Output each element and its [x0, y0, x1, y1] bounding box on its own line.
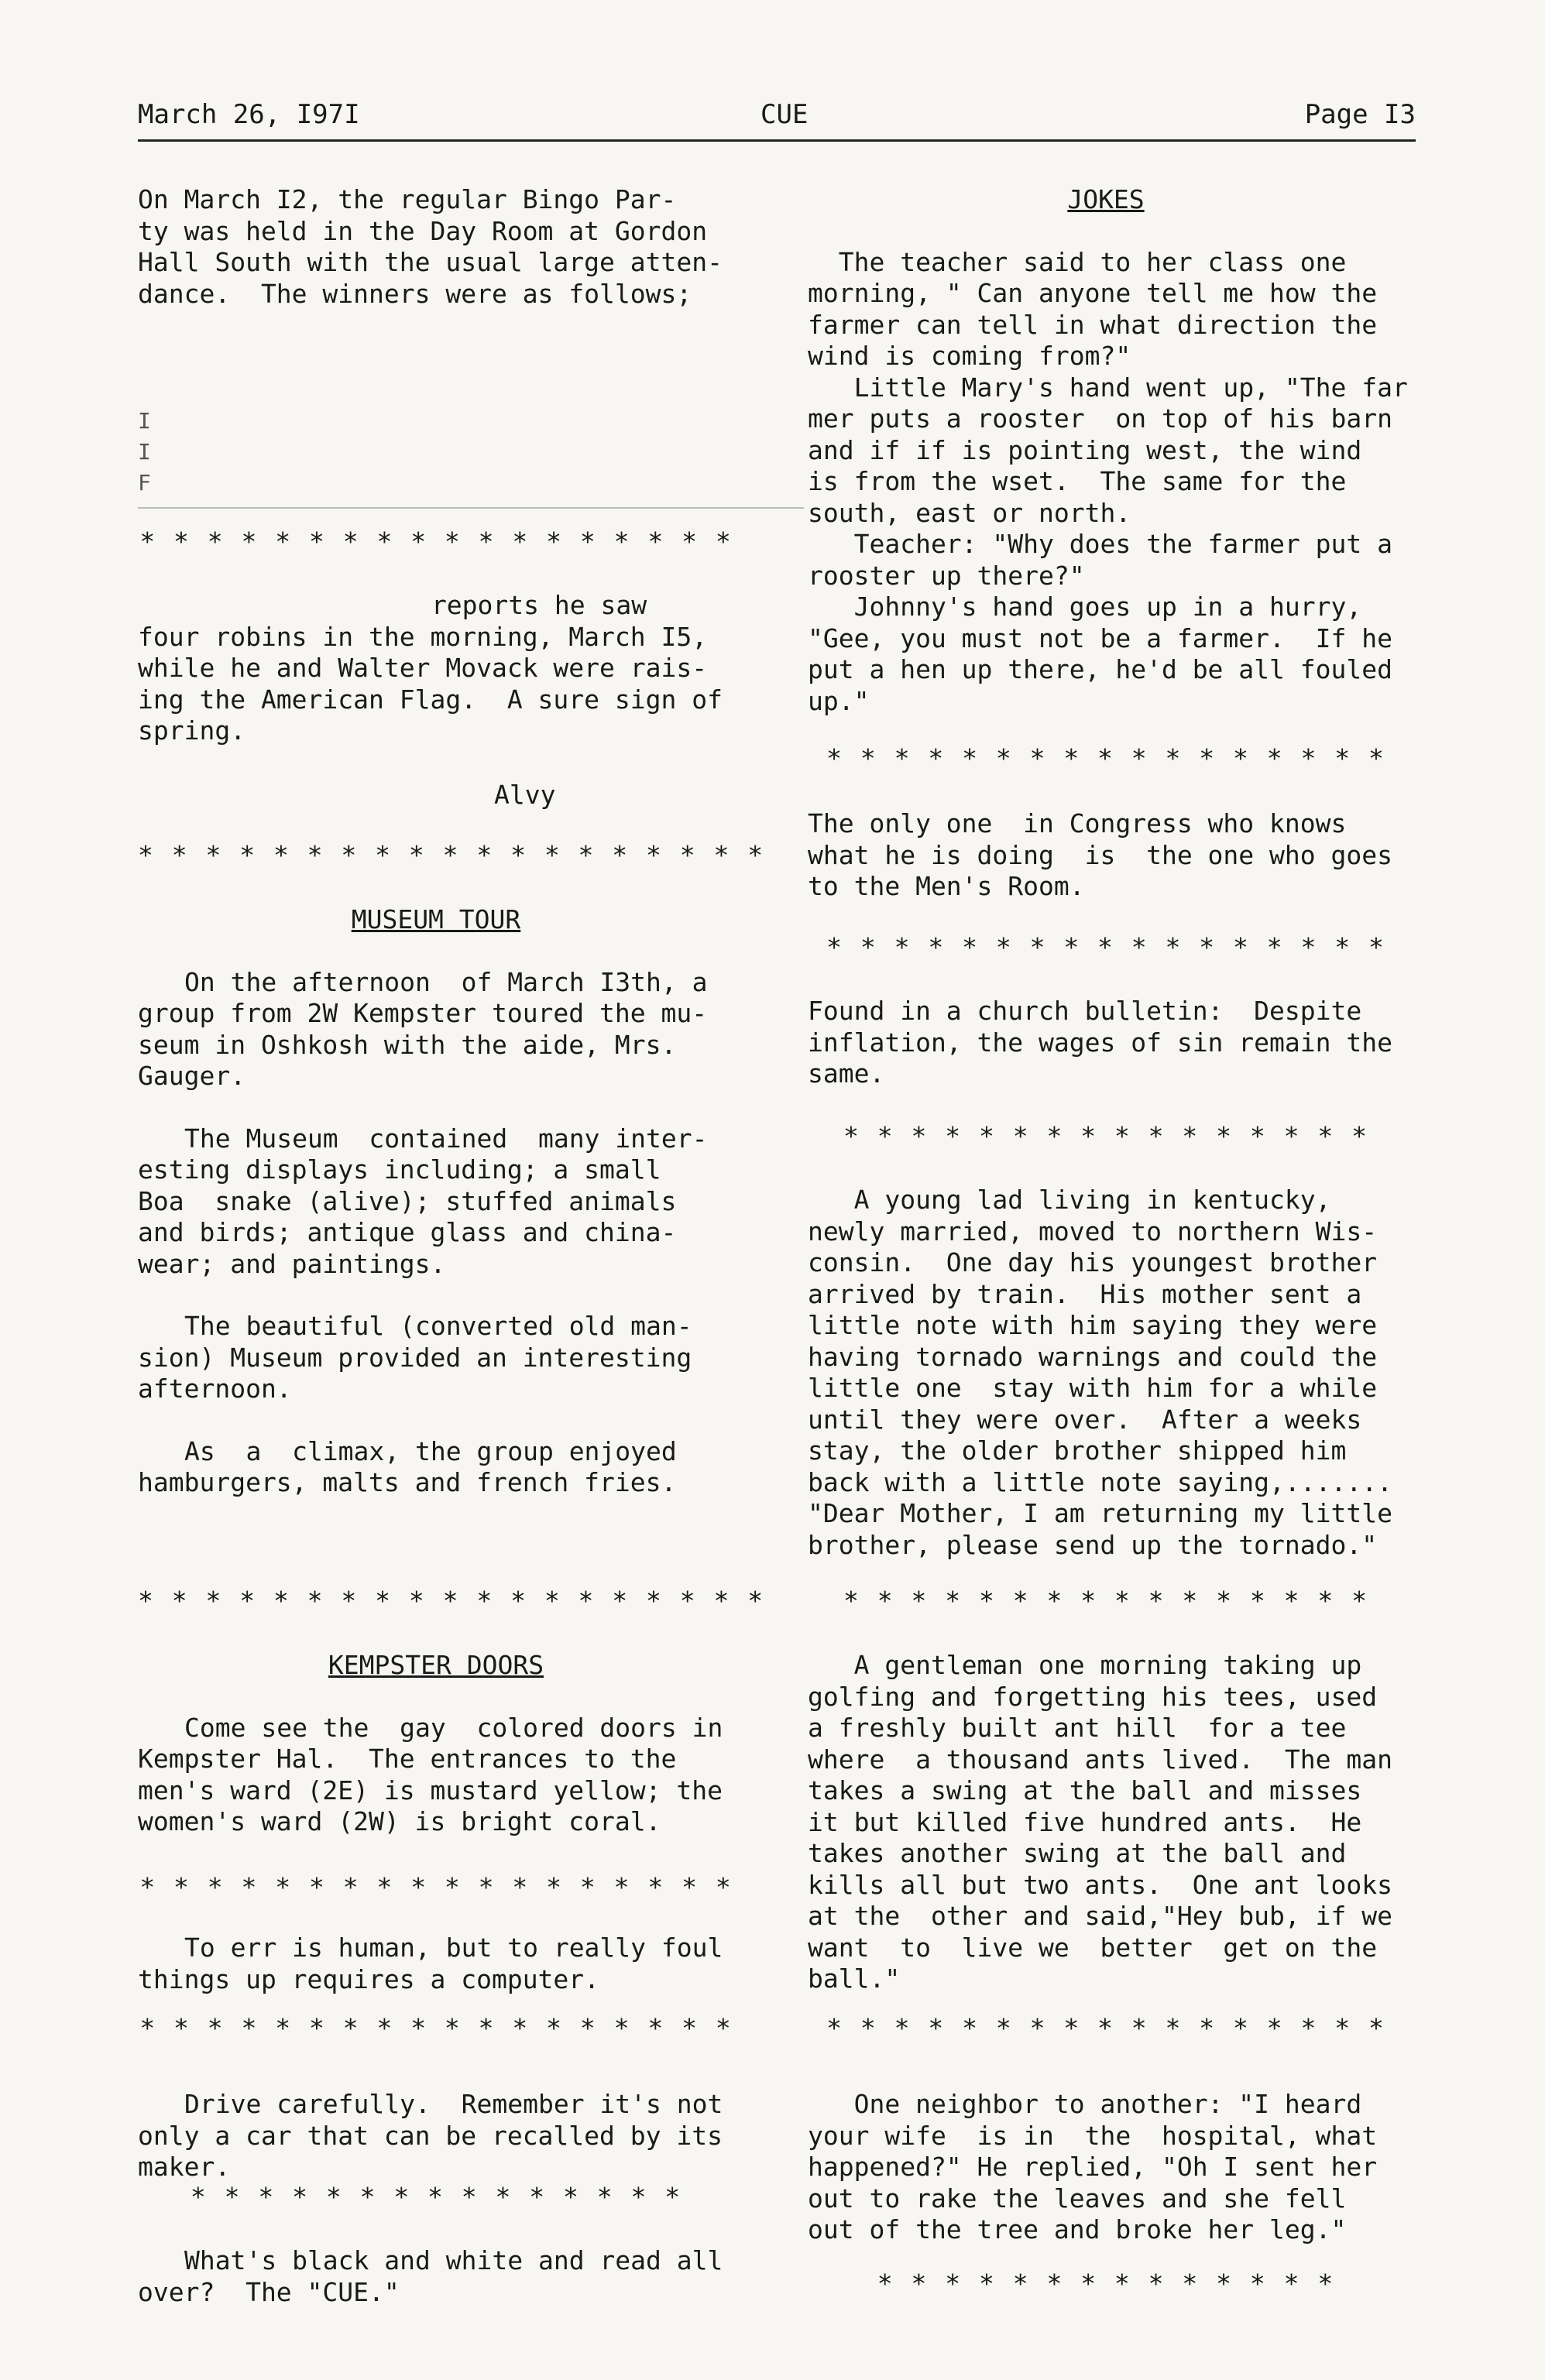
jokes-section [808, 184, 1408, 717]
text-line: wear; and paintings. [138, 1248, 446, 1279]
text-line: A young lad living in kentucky, [808, 1185, 1331, 1215]
stars-row: * * * * * * * * * * * * * * * * [843, 1586, 1368, 1616]
text-line: at the other and said,"Hey bub, if we [808, 1901, 1392, 1931]
text-line: The teacher said to her class one [808, 246, 1347, 277]
page-number: Page I3 [1304, 99, 1416, 130]
text-line: while he and Walter Movack were rais- [138, 653, 708, 683]
text-line: little note with him saying they were [808, 1310, 1378, 1340]
text-line: golfing and forgetting his tees, used [808, 1681, 1378, 1712]
separator-stars [138, 2182, 734, 2214]
text-line: maker. [138, 2152, 231, 2182]
text-line: Teacher: "Why does the farmer put a [808, 529, 1392, 559]
text-line: out of the tree and broke her leg." [808, 2214, 1347, 2245]
text-line: Johnny's hand goes up in a hurry, [808, 592, 1362, 622]
text-line: newly married, moved to northern Wis- [808, 1216, 1378, 1247]
stars-row: * * * * * * * * * * * * * * * * * * [139, 1872, 733, 1902]
text-line: over? The "CUE." [138, 2276, 400, 2307]
stars-row: * * * * * * * * * * * * * * * * * * * [138, 840, 765, 870]
text-line: happened?" He replied, "Oh I sent her [808, 2152, 1378, 2182]
separator-stars [138, 1586, 765, 1617]
text-line: Come see the gay colored doors in [184, 1712, 723, 1743]
text-line: As a climax, the group enjoyed [184, 1435, 677, 1466]
stars-row: * * * * * * * * * * * * * * * * * * * [138, 1586, 765, 1616]
separator-stars [808, 2269, 1404, 2300]
text-line: what he is doing is the one who goes [808, 839, 1392, 870]
bingo-winner-fragments [138, 406, 734, 499]
text-line: four robins in the morning, March I5, [138, 621, 708, 652]
text-line: brother, please send up the tornado." [808, 1529, 1378, 1560]
text-line: back with a little note saying,....... [808, 1466, 1392, 1497]
text-line: to the Men's Room. [808, 871, 1085, 901]
text-line: takes a swing at the ball and misses [808, 1775, 1362, 1806]
text-line: stay, the older brother shipped him [808, 1435, 1347, 1466]
text-line: until they were over. After a weeks [808, 1404, 1362, 1435]
err-quip [138, 1932, 734, 1995]
text-line: only a car that can be recalled by its [138, 2120, 723, 2151]
text-line: Little Mary's hand went up, "The far [808, 372, 1408, 403]
stars-row: * * * * * * * * * * * * * * * * [843, 1121, 1368, 1151]
text-line: Hall South with the usual large atten- [138, 247, 723, 277]
text-line: morning, " Can anyone tell me how the [808, 278, 1378, 308]
separator-stars [808, 1586, 1404, 1617]
robins-article [138, 590, 734, 747]
stars-row: * * * * * * * * * * * * * * * * * [826, 932, 1385, 962]
text-line: seum in Oshkosh with the aide, Mrs. [138, 1029, 677, 1060]
author-signoff [138, 780, 734, 811]
bulletin-joke [808, 996, 1404, 1090]
text-line: The beautiful (converted old man- [184, 1311, 692, 1341]
separator-stars [138, 1872, 734, 1904]
article-title: MUSEUM TOUR [351, 904, 521, 935]
separator-stars [808, 1121, 1404, 1153]
museum-article [138, 904, 734, 1499]
separator-stars [138, 840, 765, 872]
text-line: mer puts a rooster on top of his barn [808, 403, 1392, 434]
text-line: I [138, 439, 151, 465]
text-line: where a thousand ants lived. The man [808, 1744, 1392, 1775]
text-line: group from 2W Kempster toured the mu- [138, 998, 708, 1028]
publication-title: CUE [760, 99, 809, 130]
text-line: Drive carefully. Remember it's not [184, 2089, 723, 2119]
text-line: same. [808, 1058, 885, 1089]
divider-line [138, 507, 804, 509]
text-line: takes another swing at the ball and [808, 1838, 1347, 1868]
text-line: On March I2, the regular Bingo Par- [138, 184, 677, 214]
stars-row: * * * * * * * * * * * * * * * [190, 2182, 682, 2212]
text-line: What's black and white and read all [184, 2245, 723, 2275]
text-line: A gentleman one morning taking up [808, 1650, 1362, 1680]
text-line: having tornado warnings and could the [808, 1341, 1378, 1372]
text-line: spring. [138, 715, 246, 746]
congress-joke [808, 808, 1404, 903]
text-line: afternoon. [138, 1373, 292, 1404]
text-line: One neighbor to another: "I heard [808, 2089, 1362, 2119]
text-line: little one stay with him for a while [808, 1373, 1378, 1403]
signoff-name: Alvy [494, 780, 556, 810]
text-line: kills all but two ants. One ant looks [808, 1869, 1392, 1900]
tornado-joke [808, 1185, 1404, 1561]
text-line: put a hen up there, he'd be all fouled [808, 654, 1392, 684]
text-line: Boa snake (alive); stuffed animals [138, 1185, 677, 1216]
text-line: out to rake the leaves and she fell [808, 2183, 1347, 2214]
text-line: The only one in Congress who knows [808, 808, 1347, 838]
page-header [138, 99, 1416, 142]
text-line: inflation, the wages of sin remain the [808, 1027, 1392, 1058]
text-line: ball." [808, 1963, 901, 1994]
separator-stars [138, 526, 734, 558]
stars-row: * * * * * * * * * * * * * * * * * [826, 2013, 1385, 2043]
separator-stars [808, 2013, 1404, 2045]
stars-row: * * * * * * * * * * * * * * * * * [826, 743, 1385, 773]
text-line: "Dear Mother, I am returning my little [808, 1498, 1392, 1528]
text-line: "Gee, you must not be a farmer. If he [808, 622, 1392, 653]
text-line: Gauger. [138, 1061, 246, 1091]
text-line: consin. One day his youngest brother [808, 1247, 1378, 1277]
text-line: dance. The winners were as follows; [138, 278, 692, 309]
issue-date: March 26, I97I [138, 99, 360, 130]
text-line: wind is coming from?" [808, 341, 1131, 371]
golf-joke [808, 1650, 1404, 1995]
drive-quip [138, 2089, 734, 2183]
text-line: a freshly built ant hill for a tee [808, 1713, 1347, 1743]
text-line: want to live we better get on the [808, 1932, 1378, 1963]
stars-row: * * * * * * * * * * * * * * * * * * [139, 526, 733, 557]
neighbor-joke [808, 2089, 1404, 2246]
separator-stars [138, 2013, 734, 2045]
doors-article [138, 1650, 734, 1838]
text-line: and if if is pointing west, the wind [808, 434, 1362, 465]
text-line: I [138, 408, 151, 434]
separator-stars [808, 932, 1404, 964]
text-line: women's ward (2W) is bright coral. [138, 1806, 661, 1836]
text-line: rooster up there?" [808, 560, 1085, 591]
text-line: up." [808, 685, 870, 716]
text-line: things up requires a computer. [138, 1963, 600, 1994]
text-line: esting displays including; a small [138, 1154, 661, 1185]
text-line: it but killed five hundred ants. He [808, 1806, 1362, 1837]
text-line: south, east or north. [808, 497, 1131, 528]
text-line: men's ward (2E) is mustard yellow; the [138, 1775, 723, 1806]
text-line: hamburgers, malts and french fries. [138, 1467, 677, 1497]
text-line: Found in a church bulletin: Despite [808, 996, 1362, 1026]
text-line: and birds; antique glass and china- [138, 1217, 677, 1247]
text-line: reports he saw [308, 590, 647, 620]
text-line: F [138, 470, 151, 496]
text-line: Kempster Hal. The entrances to the [138, 1744, 677, 1774]
text-line: The Museum contained many inter- [184, 1123, 708, 1154]
text-line: farmer can tell in what direction the [808, 309, 1378, 340]
stars-row: * * * * * * * * * * * * * * * * * * [139, 2013, 733, 2043]
text-line: ty was held in the Day Room at Gordon [138, 215, 708, 246]
article-title: KEMPSTER DOORS [328, 1650, 544, 1680]
text-line: To err is human, but to really foul [184, 1932, 723, 1963]
bingo-article [138, 184, 734, 310]
text-line: arrived by train. His mother sent a [808, 1278, 1362, 1309]
text-line: sion) Museum provided an interesting [138, 1342, 692, 1373]
text-line: On the afternoon of March I3th, a [184, 966, 708, 997]
text-line: ing the American Flag. A sure sign of [138, 684, 723, 715]
text-line: your wife is in the hospital, what [808, 2120, 1378, 2151]
stars-row: * * * * * * * * * * * * * * [877, 2269, 1335, 2299]
separator-stars [808, 743, 1404, 775]
section-title: JOKES [1067, 184, 1145, 214]
black-white-quip [138, 2245, 734, 2308]
text-line: is from the wset. The same for the [808, 466, 1347, 496]
